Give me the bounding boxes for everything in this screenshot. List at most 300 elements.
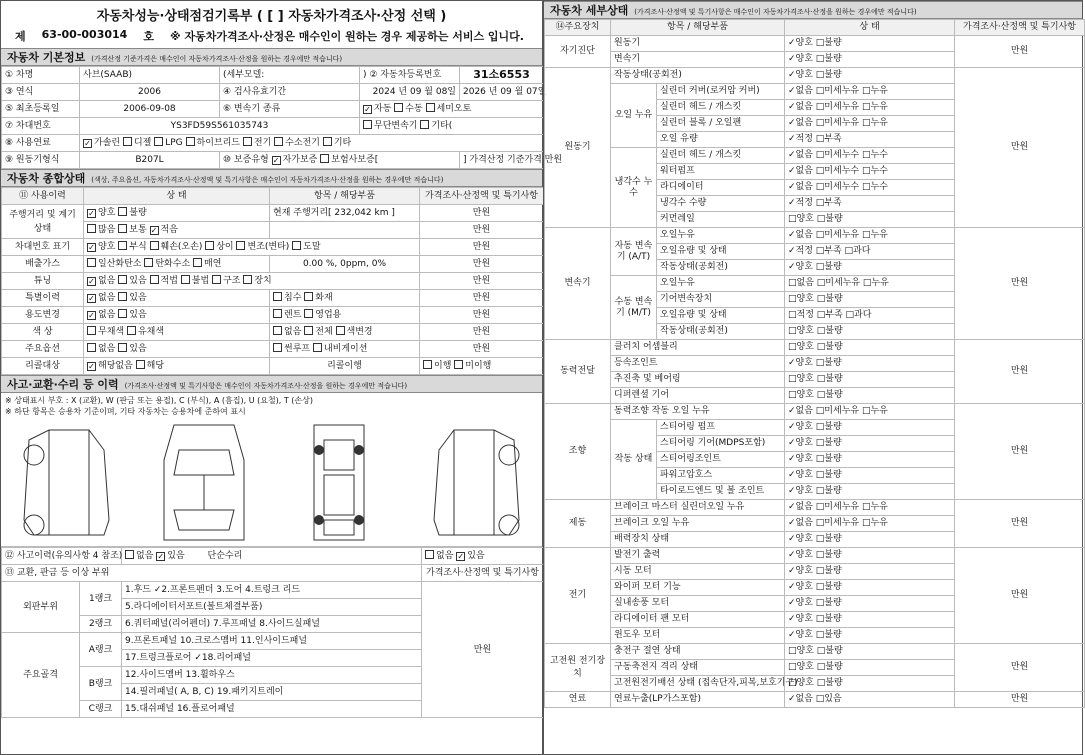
checkbox[interactable] <box>87 343 96 352</box>
item-state[interactable]: ✓양호 □불량 <box>785 260 955 276</box>
none-text: 없음 <box>436 551 454 561</box>
checkbox[interactable] <box>304 309 313 318</box>
item-state[interactable]: ✓양호 □불량 <box>785 532 955 548</box>
checkbox-checked[interactable]: ✓ <box>157 552 165 561</box>
device-label: 고전원 전기장치 <box>545 644 611 692</box>
checkbox-checked[interactable]: ✓ <box>364 105 371 114</box>
item-label: 파워고압호스 <box>657 468 785 484</box>
item-state[interactable]: ✓양호 □불량 <box>785 52 955 68</box>
not-applicable-text: 해당없음 <box>98 361 133 371</box>
car-diagrams <box>1 419 542 547</box>
checkbox[interactable] <box>193 258 202 267</box>
rent-text: 렌트 <box>284 310 302 320</box>
mileage-label: 주행거리 및 계기상태 <box>2 205 84 239</box>
current-mileage <box>270 205 420 222</box>
recall-options <box>84 358 270 375</box>
item-state[interactable]: ✓없음 □있음 <box>785 692 955 708</box>
right-column <box>543 0 1083 755</box>
item-state[interactable]: ✓적정 □부족 □과다 <box>785 244 955 260</box>
checkbox[interactable] <box>118 241 127 250</box>
checkbox[interactable] <box>87 326 96 335</box>
exist-text: 있음 <box>129 344 147 354</box>
price-cell: 만원 <box>420 341 544 358</box>
year-label: ③ 연식 <box>2 84 80 101</box>
item-state[interactable]: ✓양호 □불량 <box>785 356 955 372</box>
price-cell: 만원 <box>420 290 544 307</box>
item-state[interactable]: □양호 □불량 <box>785 388 955 404</box>
item-state[interactable]: ✓양호 □불량 <box>785 484 955 500</box>
legend-notes <box>1 393 542 419</box>
good-text: 양호 <box>98 208 116 218</box>
legal-text: 적법 <box>160 276 178 286</box>
fuel-options <box>80 135 544 152</box>
base-price <box>460 152 563 169</box>
frame-label: 주요골격 <box>2 633 80 718</box>
item-label: 오일누유 <box>657 228 785 244</box>
usage-change-label: 용도변경 <box>2 307 84 324</box>
warranty-insurance: 보험사보증[ <box>331 155 379 165</box>
rank-1-items-2: 5.라디에이터서포트(볼트체결부품) <box>122 599 422 616</box>
detail-header <box>544 1 1082 19</box>
checkbox-checked[interactable]: ✓ <box>88 243 95 252</box>
transmission-label: ⑥ 변속기 종류 <box>220 101 360 118</box>
accident-header <box>1 375 542 393</box>
trans-cvt: 무단변속기 <box>374 121 418 131</box>
overall-table <box>1 187 544 375</box>
item-label: 오일 유량 <box>657 132 785 148</box>
rank-1-label: 1랭크 <box>80 582 122 616</box>
checkbox-checked[interactable]: ✓ <box>88 294 95 303</box>
sub-group-label: 작동 상태 <box>611 420 657 500</box>
transmission-options <box>360 101 544 118</box>
item-state[interactable]: ✓양호 □불량 <box>785 580 955 596</box>
checkbox[interactable] <box>273 292 282 301</box>
flood-text: 침수 <box>284 293 302 303</box>
item-label: 기어변속장치 <box>657 292 785 308</box>
detail-row <box>545 500 1085 516</box>
exist-text: 있음 <box>129 293 147 303</box>
vm-altered: 변조(변타) <box>247 242 290 252</box>
checkbox[interactable] <box>394 103 403 112</box>
checkbox[interactable] <box>125 550 134 559</box>
device-label: 연료 <box>545 692 611 708</box>
checkbox[interactable] <box>118 275 127 284</box>
checkbox[interactable] <box>336 326 345 335</box>
business-text: 영업용 <box>315 310 342 320</box>
doc-no-suffix: 호 <box>143 30 154 43</box>
checkbox[interactable] <box>150 241 159 250</box>
checkbox[interactable] <box>186 137 195 146</box>
checkbox[interactable] <box>426 103 435 112</box>
item-state[interactable]: ✓양호 □불량 <box>785 436 955 452</box>
item-state[interactable]: ✓양호 □불량 <box>785 68 955 84</box>
checkbox-checked[interactable]: ✓ <box>457 552 465 561</box>
em-co: 일산화탄소 <box>98 259 142 269</box>
structure-text: 구조 <box>223 276 241 286</box>
checkbox-checked[interactable]: ✓ <box>84 139 91 148</box>
warranty-label: ⑩ 보증유형 <box>223 155 269 165</box>
fuel-label: ⑧ 사용연료 <box>2 135 80 152</box>
emission-values: 0.00 %, 0ppm, 0% <box>270 256 420 273</box>
tuning-label: 튜닝 <box>2 273 84 290</box>
item-state[interactable]: ✓없음 □미세누유 □누유 <box>785 100 955 116</box>
none-text: 없음 <box>98 310 116 320</box>
item-label: 시동 모터 <box>611 564 785 580</box>
simple-repair-label: 단순수리 <box>207 551 243 561</box>
checkbox[interactable] <box>144 258 153 267</box>
price-cell: 만원 <box>420 273 544 290</box>
sub-group-label: 자동 변속기 (A/T) <box>611 228 657 276</box>
none-text: 없음 <box>98 276 116 286</box>
item-state[interactable]: ✓없음 □미세누유 □누유 <box>785 84 955 100</box>
item-label: 브레이크 오일 누유 <box>611 516 785 532</box>
item-label: 실내송풍 모터 <box>611 596 785 612</box>
device-label: 변속기 <box>545 228 611 340</box>
item-label: 오일누유 <box>657 276 785 292</box>
vin-mark-label: 차대번호 표기 <box>2 239 84 256</box>
price-cell: 만원 <box>420 205 544 222</box>
item-state[interactable]: ✓양호 □불량 <box>785 628 955 644</box>
checkbox-checked[interactable]: ✓ <box>88 311 95 320</box>
car-name: 사브(SAAB) <box>80 67 220 84</box>
checkbox-checked[interactable]: ✓ <box>150 226 158 235</box>
fuel-diesel: 디젤 <box>133 138 152 148</box>
price-cell: 만원 <box>955 68 1085 228</box>
item-label: 라디에이터 <box>657 180 785 196</box>
detail-row <box>545 68 1085 84</box>
rank-a-items: 9.프론트패널 10.크로스멤버 11.인사이드패널 <box>122 633 422 650</box>
overall-header <box>1 169 542 187</box>
emission-options <box>84 256 270 273</box>
checkbox[interactable] <box>323 137 332 146</box>
inspection-to: 2026 년 09 월 07일 <box>460 84 544 101</box>
item-label: 오일유량 및 상태 <box>657 308 785 324</box>
checkbox[interactable] <box>420 120 429 129</box>
checkbox[interactable] <box>118 207 127 216</box>
exist-text: 있음 <box>129 310 147 320</box>
parts-label: ⑬ 교환, 판금 등 이상 부위 <box>2 565 422 582</box>
normal-text: 보통 <box>129 225 147 235</box>
checkbox[interactable] <box>273 343 282 352</box>
inspection-from: 2024 년 09 월 08일 <box>360 84 460 101</box>
item-label: 실린더 헤드 / 개스킷 <box>657 148 785 164</box>
doc-no-label: 제 <box>15 30 26 43</box>
col-state: 상 태 <box>785 20 955 36</box>
device-label: 동력전달 <box>545 340 611 404</box>
checkbox[interactable] <box>205 241 214 250</box>
item-label: 디퍼렌셜 기어 <box>611 388 785 404</box>
price-cell: 만원 <box>955 692 1085 708</box>
color-options <box>84 324 270 341</box>
checkbox[interactable] <box>273 326 282 335</box>
fuel-hybrid: 하이브리드 <box>196 138 241 148</box>
detail-row <box>545 36 1085 52</box>
detail-model-label: (세부모델: <box>220 67 360 84</box>
checkbox[interactable] <box>273 309 282 318</box>
checkbox[interactable] <box>313 343 322 352</box>
legend-1: ※ 상태표시 부호 : X (교환), W (판금 또는 용접), C (부식), A (흠집), U (요철), T (손상) <box>5 396 314 405</box>
transmission-options-2 <box>360 118 544 135</box>
item-label: 냉각수 수량 <box>657 196 785 212</box>
sunroof-text: 썬루프 <box>284 344 311 354</box>
vm-different: 상이 <box>216 242 234 252</box>
item-state[interactable]: ✓없음 □미세누유 □누유 <box>785 500 955 516</box>
checkbox[interactable] <box>292 241 301 250</box>
checkbox[interactable] <box>118 224 127 233</box>
rank-b-items-2: 14.필러패널( A, B, C) 19.패키지트레이 <box>122 684 422 701</box>
trans-auto: 자동 <box>374 104 392 114</box>
done-text: 이행 <box>434 361 452 371</box>
first-reg-label: ⑤ 최초등록일 <box>2 101 80 118</box>
item-label: 스티어링조인트 <box>657 452 785 468</box>
overall-note: (색상, 주요옵션, 자동차가격조사·산정액 및 특기사항은 매수인이 자동차가격조사·산정을 원하는 경우에만 적습니다) <box>91 176 444 184</box>
item-state[interactable]: ✓양호 □불량 <box>785 36 955 52</box>
mileage-text: 현재 주행거리[ <box>273 208 332 218</box>
year: 2006 <box>80 84 220 101</box>
accident-history-options <box>122 548 422 565</box>
item-label: 실린더 블록 / 오일팬 <box>657 116 785 132</box>
checkbox[interactable] <box>243 137 252 146</box>
item-label: 브레이크 마스터 실린더오일 누유 <box>611 500 785 516</box>
vin-mark-options <box>84 239 420 256</box>
overall-header-text: 자동차 종합상태 <box>7 172 86 185</box>
item-label: 실린더 헤드 / 개스킷 <box>657 100 785 116</box>
checkbox[interactable] <box>150 275 159 284</box>
item-state[interactable]: □양호 □불량 <box>785 372 955 388</box>
detail-row <box>545 340 1085 356</box>
parts-price: 만원 <box>422 582 544 718</box>
item-label: 스티어링 기어(MDPS포함) <box>657 436 785 452</box>
item-state[interactable]: □양호 □불량 <box>785 292 955 308</box>
device-label: 원동기 <box>545 68 611 228</box>
rank-2-items: 6.쿼터패널(리어펜더) 7.루프패널 8.사이드실패널 <box>122 616 422 633</box>
detail-row <box>545 404 1085 420</box>
em-hc: 탄화수소 <box>155 259 191 269</box>
item-state[interactable]: ✓없음 □미세누유 □누유 <box>785 116 955 132</box>
fire-text: 화재 <box>315 293 333 303</box>
exist-text: 있음 <box>129 276 147 286</box>
item-label: 원동기 <box>611 36 785 52</box>
vm-good: 양호 <box>98 242 116 252</box>
first-reg: 2006-09-08 <box>80 101 220 118</box>
item-label: 구동축전지 격리 상태 <box>611 660 785 676</box>
engine-label: ⑨ 원동기형식 <box>2 152 80 169</box>
tuning-options <box>84 273 420 290</box>
item-label: 변속기 <box>611 52 785 68</box>
item-label: 등속조인트 <box>611 356 785 372</box>
device-text: 장치 <box>254 276 272 286</box>
item-label: 동력조향 작동 오일 누유 <box>611 404 785 420</box>
color-detail <box>270 324 420 341</box>
legend-2: ※ 하단 항목은 승용차 기준이며, 기타 자동차는 승용차에 준하여 표시 <box>5 407 246 416</box>
won-unit: 만원 <box>544 155 563 165</box>
fuel-etc: 기타 <box>333 138 352 148</box>
checkbox[interactable] <box>320 154 329 163</box>
accident-note: (가격조사·산정액 및 특기사항은 매수인이 자동차가격조사·산정을 원하는 경우에만 적습니다) <box>124 382 408 390</box>
price-cell: 만원 <box>955 228 1085 340</box>
col-use-history: ⑪ 사용이력 <box>2 188 84 205</box>
special-options <box>84 290 270 307</box>
checkbox[interactable] <box>304 292 313 301</box>
checkbox[interactable] <box>87 224 96 233</box>
applicable-text: 해당 <box>146 361 165 371</box>
service-notice: ※ 자동차가격조사·산정은 매수인이 원하는 경우 제공하는 서비스 입니다. <box>169 30 524 43</box>
detail-rows <box>545 36 1085 708</box>
item-label: 작동상태(공회전) <box>611 68 785 84</box>
checkbox[interactable] <box>274 137 283 146</box>
item-state[interactable]: □양호 □불량 <box>785 644 955 660</box>
checkbox-checked[interactable]: ✓ <box>272 156 280 165</box>
price-cell: 만원 <box>420 324 544 341</box>
checkbox[interactable] <box>118 309 127 318</box>
usage-options <box>84 307 270 324</box>
basic-info-table <box>1 66 563 169</box>
checkbox[interactable] <box>243 275 252 284</box>
detail-row <box>545 644 1085 660</box>
item-label: 오일유량 및 상태 <box>657 244 785 260</box>
item-state[interactable]: ✓양호 □불량 <box>785 548 955 564</box>
checkbox[interactable] <box>363 120 372 129</box>
checkbox[interactable] <box>154 137 163 146</box>
checkbox[interactable] <box>454 360 463 369</box>
doc-title: 자동차성능·상태점검기록부 ( [ ] 자동차가격조사·산정 선택 ) <box>96 9 447 24</box>
inspection-label: ④ 검사유효기간 <box>220 84 360 101</box>
option-options <box>84 341 270 358</box>
vm-damage: 훼손(오손) <box>160 242 203 252</box>
checkbox[interactable] <box>136 360 145 369</box>
item-state[interactable]: ✓양호 □불량 <box>785 420 955 436</box>
car-top-icon <box>144 420 264 545</box>
fuel-gasoline: 가솔린 <box>94 138 121 148</box>
options-label: 주요옵션 <box>2 341 84 358</box>
price-cell: 만원 <box>955 500 1085 548</box>
item-state[interactable]: ✓없음 □미세누유 □누유 <box>785 516 955 532</box>
usage-detail <box>270 307 420 324</box>
item-state[interactable]: □양호 □불량 <box>785 660 955 676</box>
checkbox[interactable] <box>118 292 127 301</box>
checkbox-checked[interactable]: ✓ <box>88 209 95 218</box>
rank-a-items-2: 17.트렁크플로어 ✓18.리어패널 <box>122 650 422 667</box>
item-state[interactable]: □적정 □부족 □과다 <box>785 308 955 324</box>
item-state[interactable]: ✓양호 □불량 <box>785 612 955 628</box>
rank-2-label: 2랭크 <box>80 616 122 633</box>
warranty-self: 자가보증 <box>282 155 318 165</box>
item-label: 클러치 어셈블리 <box>611 340 785 356</box>
item-state[interactable]: ✓적정 □부족 <box>785 196 955 212</box>
item-state[interactable]: ✓양호 □불량 <box>785 564 955 580</box>
item-label: 추진축 및 베어링 <box>611 372 785 388</box>
item-state[interactable]: ✓없음 □미세누수 □누수 <box>785 164 955 180</box>
checkbox[interactable] <box>423 360 432 369</box>
detail-row <box>545 548 1085 564</box>
device-label: 조향 <box>545 404 611 500</box>
checkbox[interactable] <box>236 241 245 250</box>
fuel-electric: 전기 <box>253 138 272 148</box>
item-state[interactable]: ✓양호 □불량 <box>785 452 955 468</box>
rank-1-items: 1.후드 ✓2.프론트펜더 3.도어 4.트렁크 리드 <box>122 582 422 599</box>
item-state[interactable]: ✓적정 □부족 <box>785 132 955 148</box>
checkbox[interactable] <box>181 275 190 284</box>
price-cell: 만원 <box>955 548 1085 644</box>
none-text: 없음 <box>136 551 154 561</box>
item-state[interactable]: ✓양호 □불량 <box>785 468 955 484</box>
item-label: 연료누출(LP가스포함) <box>611 692 785 708</box>
checkbox-checked[interactable]: ✓ <box>88 277 95 286</box>
emission-label: 배출가스 <box>2 256 84 273</box>
mileage-bracket: ] <box>391 208 395 218</box>
warranty-options <box>220 152 460 169</box>
exist-text: 있음 <box>167 551 185 561</box>
sub-group-label: 오일 누유 <box>611 84 657 148</box>
item-state[interactable]: □양호 □불량 <box>785 676 955 692</box>
car-frame-icon <box>279 420 399 545</box>
item-state[interactable]: □양호 □불량 <box>785 340 955 356</box>
item-state[interactable]: □없음 □미세누유 □누유 <box>785 276 955 292</box>
checkbox[interactable] <box>123 137 132 146</box>
item-state[interactable]: ✓없음 □미세누수 □누수 <box>785 148 955 164</box>
checkbox[interactable] <box>118 343 127 352</box>
base-price-label: ] 가격산정 기준가격 <box>463 155 542 165</box>
rank-a-label: A랭크 <box>80 633 122 667</box>
vm-corrosion: 부식 <box>129 242 147 252</box>
accident-header-text: 사고·교환·수리 등 이력 <box>7 378 119 391</box>
fuel-lpg: LPG <box>165 138 183 148</box>
item-state[interactable]: □양호 □불량 <box>785 212 955 228</box>
none-text: 없음 <box>98 344 116 354</box>
checkbox[interactable] <box>127 326 136 335</box>
rank-b-label: B랭크 <box>80 667 122 701</box>
doc-number-row <box>1 26 542 48</box>
item-label: 고전원전기배선 상태 (접속단자,피복,보호기구) <box>611 676 785 692</box>
price-cell: 만원 <box>420 256 544 273</box>
recall-done-options <box>420 358 544 375</box>
checkbox[interactable] <box>425 550 434 559</box>
detail-header-text: 자동차 세부상태 <box>550 4 629 17</box>
item-state[interactable]: ✓없음 □미세누유 □누유 <box>785 404 955 420</box>
price-cell: 만원 <box>955 644 1085 692</box>
item-label: 스티어링 펌프 <box>657 420 785 436</box>
item-label: 커먼레일 <box>657 212 785 228</box>
price-cell: 만원 <box>955 36 1085 68</box>
item-state[interactable]: ✓양호 □불량 <box>785 596 955 612</box>
navi-text: 내비게이션 <box>323 344 368 354</box>
col-item: 항목 / 해당부품 <box>611 20 785 36</box>
checkbox[interactable] <box>87 258 96 267</box>
parts-price-label: 가격조사·산정액 및 특기사항 <box>422 565 544 582</box>
em-smoke: 매연 <box>204 259 222 269</box>
item-label: 와이퍼 모터 기능 <box>611 580 785 596</box>
item-state[interactable]: □양호 □불량 <box>785 324 955 340</box>
exist-text: 있음 <box>467 551 485 561</box>
col-price: 가격조사·산정액 및 특기사항 <box>420 188 544 205</box>
checkbox-checked[interactable]: ✓ <box>88 362 95 371</box>
col-price: 가격조사·산정액 및 특기사항 <box>955 20 1085 36</box>
checkbox[interactable] <box>304 326 313 335</box>
illegal-text: 불법 <box>191 276 210 286</box>
full-text: 전체 <box>315 327 333 337</box>
detail-table <box>544 19 1085 708</box>
checkbox[interactable] <box>212 275 221 284</box>
sub-group-label: 수동 변속기 (M/T) <box>611 276 657 340</box>
simple-repair-options <box>422 548 544 565</box>
item-state[interactable]: ✓없음 □미세누유 □누유 <box>785 228 955 244</box>
item-label: 워터펌프 <box>657 164 785 180</box>
vin: YS3FD59S561035743 <box>80 118 360 135</box>
item-state[interactable]: ✓없음 □미세누수 □누수 <box>785 180 955 196</box>
device-label: 자기진단 <box>545 36 611 68</box>
outer-panel-label: 외판부위 <box>2 582 80 633</box>
device-label: 전기 <box>545 548 611 644</box>
